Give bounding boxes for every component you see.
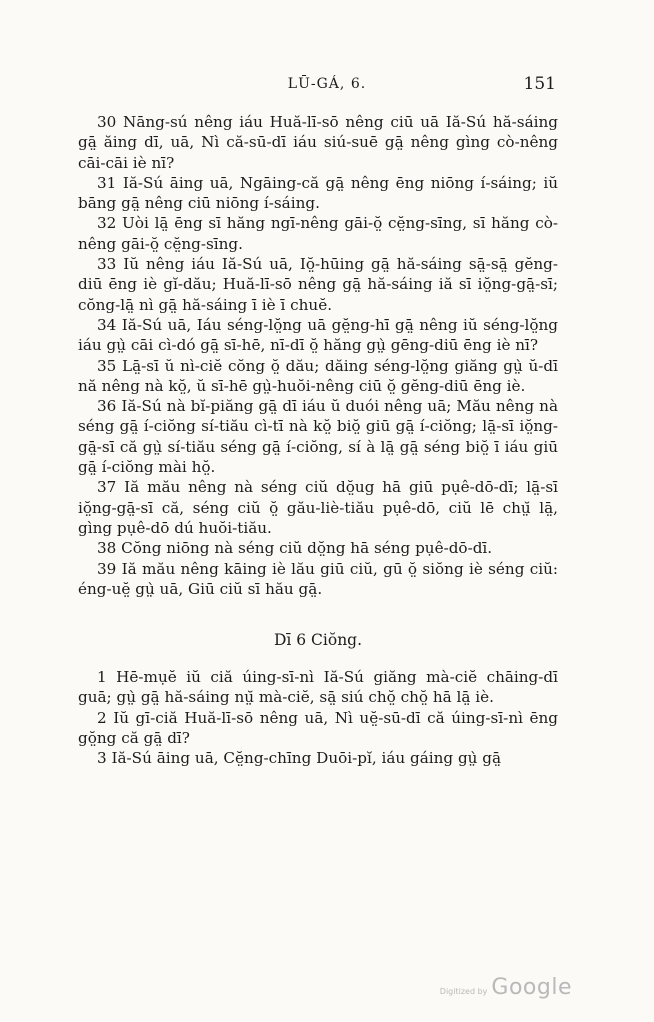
verse-37: 37 Iă mău nêng nà séng ciŭ dŏ̤ug hā giū pụê-dō-dī; lā̤-sī iŏ̤ng-gā̤-sī că, séng ciŭ ŏ̤ gău-liè-tiău pụê-dō, ciŭ lē chṳ̆ lā̤, gìng pụê-dō dú huŏi-tiău. <box>78 478 558 537</box>
verse-32: 32 Uòi lā̤ ēng sī hăng ngī-nêng gāi-ŏ̤ cĕ̤ng-sīng, sī hăng cò-nêng gāi-ŏ̤ cĕ̤ng-sīng. <box>78 214 558 253</box>
verse-1: 1 Hē-mụĕ iŭ ciă úing-sī-nì Iă-Sú giăng mà-ciĕ chāing-dī guā; gṳ̀ gā̤ hă-sáing nṳ̆ mà-ciĕ, sā̤ siú chŏ̤ chŏ̤ hā lā̤ iè. <box>78 668 558 707</box>
running-title: LŪ-GÁ, 6. <box>287 76 367 92</box>
chapter-heading: Dī 6 Ciŏng. <box>273 631 363 650</box>
text-block <box>78 112 558 769</box>
running-head <box>0 74 654 98</box>
digitized-watermark <box>440 975 572 1000</box>
verse-39: 39 Iă mău nêng kāing iè lău giū ciŭ, gū ŏ̤ siŏng iè séng ciŭ: éng-uĕ̤ gṳ̀ uā, Giū ciŭ sī hău gā̤. <box>78 559 558 598</box>
verse-30: 30 Nāng-sú nêng iáu Huă-lī-sō nêng ciū uā Iă-Sú hă-sáing gā̤ ăing dī, uā, Nì că-sū-dī iáu siú-suē gā̤ nêng gìng cò-nêng cāi-cāi iè nī? <box>78 113 558 172</box>
page-number: 151 <box>523 74 556 94</box>
verse-36: 36 Iă-Sú nà bĭ-piăng gā̤ dī iáu ŭ duói nêng uā; Mău nêng nà séng gā̤ í-ciŏng sí-tiău cì-tī nà kŏ̤ biŏ̤ giū gā̤ í-ciŏng; lā̤-sī iŏ̤ng-gā̤-sī că gṳ̀ sí-tiău séng gā̤ í-ciŏng, sí à lā̤ gā̤ séng biŏ̤ ī iáu giū gā̤ í-ciŏng mài hŏ̤. <box>78 397 558 477</box>
digitized-label: Digitized by <box>439 987 488 996</box>
google-logo: Google <box>491 975 572 1000</box>
verse-38: 38 Cŏng niōng nà séng ciŭ dŏ̤ng hā séng pụê-dō-dī. <box>97 539 493 558</box>
verse-31: 31 Iă-Sú āing uā, Ngāing-că gā̤ nêng ēng niōng í-sáing; iŭ bāng gā̤ nêng ciū niōng í-sáing. <box>78 173 558 213</box>
verse-3: 3 Iă-Sú āing uā, Cĕ̤ng-chīng Duōi-pĭ, iáu gáing gṳ̀ gā̤ <box>97 749 502 768</box>
verse-34: 34 Iă-Sú uā, Iáu séng-lŏ̤ng uā gĕ̤ng-hī gā̤ nêng iŭ séng-lŏ̤ng iáu gṳ̀ cāi cì-dó gā̤ sī-hē, nī-dī ŏ̤ hăng gṳ̀ gēng-diū ēng iè nī? <box>78 315 558 355</box>
verse-2: 2 Iŭ gī-ciă Huă-lī-sō nêng uā, Nì uĕ̤-sū-dī că úing-sī-nì ēng gŏ̤ng că gā̤ dī? <box>78 708 558 748</box>
verse-33: 33 Iŭ nêng iáu Iă-Sú uā, Iŏ̤-hūing gā̤ hă-sáing sā̤-sā̤ gĕng-diū ēng iè gĭ-dău; Huă-lī-sō nêng gā̤ hă-sáing iă sī iŏ̤ng-gā̤-sī; cŏng-lā̤ nì gā̤ hă-sáing ī iè ī chuĕ. <box>78 255 558 314</box>
verse-35: 35 Lā̤-sī ŭ nì-ciĕ cŏng ŏ̤ dău; dăing séng-lŏ̤ng giăng gṳ̀ ŭ-dī nă nêng nà kŏ̤, ŭ sī-hē gṳ̀-huŏi-nêng ciū ŏ̤ gĕng-diū ēng iè. <box>78 356 558 395</box>
